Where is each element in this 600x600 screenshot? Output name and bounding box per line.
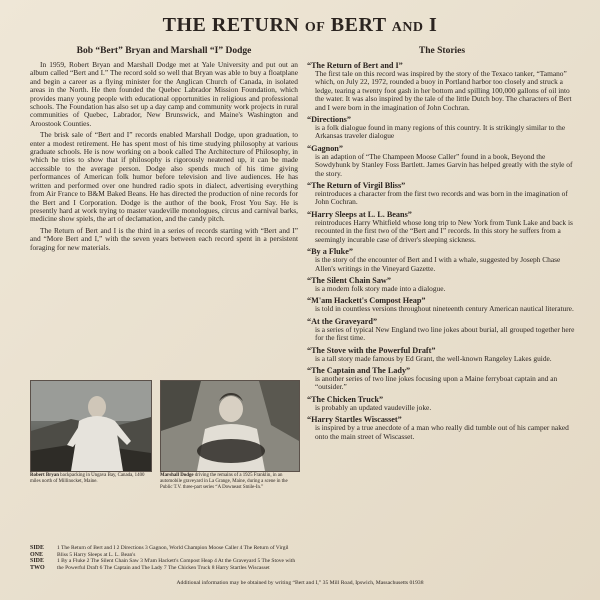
stories-column xyxy=(307,46,577,444)
story-item xyxy=(307,296,577,313)
side-one-tracks: 1 The Return of Bert and I 2 Directions 3 Gagnon, World Champion Moose Caller 4 The Return of Virgil Bliss 5 Harry Sleeps at L. L. Bean's xyxy=(57,545,289,558)
story-body: is an adaption of “The Champeen Moose Caller” found in a book, Beyond the Sowdyhunk by Stanley Foss Bartlett. James Garvin has helped greatly with the style of the story. xyxy=(315,151,573,178)
photo-dodge-image xyxy=(161,381,299,471)
story-title: “At the Graveyard” xyxy=(307,316,378,326)
story-item xyxy=(307,181,577,207)
story-item xyxy=(307,395,577,412)
side-one-row xyxy=(30,545,298,558)
story-item xyxy=(307,415,577,441)
story-title: “Gagnon” xyxy=(307,143,343,153)
caption-dodge-text: driving the remains of a 1925 Franklin, in an automobile graveyard in La Grange, Maine, during a scene in the Public T.V. three-part series “A Downeast Smile-In.” xyxy=(160,473,288,490)
story-body: is a modern folk story made into a dialogue. xyxy=(315,283,446,293)
page-title xyxy=(0,14,600,37)
story-body: reintroduces Harry Whitfield whose long trip to New York from Tunk Lake and back is recounted in the first two of the “Bert and I” records. In this story he suffers from a seemingly incurable case of driver's sleeping sickness. xyxy=(315,217,573,244)
story-body: is a series of typical New England two line jokes about burial, all grouped together here for the first time. xyxy=(315,324,575,343)
story-title: “The Return of Virgil Bliss” xyxy=(307,181,406,191)
story-title: “Harry Startles Wiscasset” xyxy=(307,415,402,425)
story-item xyxy=(307,61,577,112)
story-title: “The Silent Chain Saw” xyxy=(307,275,391,285)
story-body: is the story of the encounter of Bert and I with a whale, suggested by Joseph Chase Allen's writings in the Vineyard Gazette. xyxy=(315,255,561,273)
side-two-tracks: 1 By a Fluke 2 The Silent Chain Saw 3 M'am Hackett's Compost Heap 4 At the Graveyard 5 The Stove with the Powerful Draft 6 The Captain and The Lady 7 The Chicken Truck 8 Harry Startles Wiscasset xyxy=(57,558,296,571)
caption-bryan-text: backpacking in Ungava Bay, Canada, 1400 miles north of Millinocket, Maine. xyxy=(30,473,145,484)
story-title: “The Captain and The Lady” xyxy=(307,365,411,375)
story-item xyxy=(307,115,577,141)
story-title: “The Chicken Truck” xyxy=(307,394,384,404)
about-paragraph-2: The brisk sale of “Bert and I” records enabled Marshall Dodge, upon graduation, to enter a modest retirement. He has spent most of his time studying philosophy at various graduate schools. He is now working on a book called The Architecture of Philosophy, in which he tries to show that if philosophy is rigorously neatened up, it can be made accessible to the average person. Dodge also spends much of his time giving performances of American folk humor before television and live audiences. He has written and performed over one hundred radio spots in dialect, advertising everything from Air France to B&M Baked Beans. He has directed the production of nine records for the Bert and I Corporation. Dodge is the author of the book, Frost You Say. He is presently hard at work trying to master vaudeville monologues, circus and carnival barks, medicine show spiels, the art of declamation, and the candy pitch. xyxy=(30,130,298,224)
story-item xyxy=(307,210,577,244)
caption-bryan xyxy=(30,473,150,485)
title-main: THE RETURN xyxy=(162,14,300,36)
story-item xyxy=(307,144,577,178)
caption-dodge xyxy=(160,473,298,490)
story-title: “By a Fluke” xyxy=(307,247,353,257)
photo-marshall-dodge xyxy=(160,380,300,472)
story-body: is a folk dialogue found in many regions of this country. It is strikingly similar to the Arkansas traveler dialogue xyxy=(315,123,566,141)
story-body: is told in countless versions throughout nineteenth century American nautical literature. xyxy=(315,304,574,314)
story-body: reintroduces a character from the first two records and was born in the imagination of John Cochran. xyxy=(315,189,568,207)
about-column xyxy=(30,46,298,255)
caption-bryan-name: Robert Bryan xyxy=(30,473,59,478)
story-title: “Harry Sleeps at L. L. Beans” xyxy=(307,209,412,219)
story-body: is inspired by a true anecdote of a man who really did tumble out of his camper naked onto the main street of Wiscasset. xyxy=(315,423,569,441)
title-bert: BERT xyxy=(330,14,387,36)
story-body: is probably an updated vaudeville joke. xyxy=(315,402,432,412)
story-item xyxy=(307,317,577,343)
about-heading: Bob “Bert” Bryan and Marshall “I” Dodge xyxy=(76,46,252,56)
title-of: OF xyxy=(304,20,326,35)
story-body: is a tall story made famous by Ed Grant, the well-known Rangeley Lakes guide. xyxy=(315,353,552,363)
photo-robert-bryan xyxy=(30,380,152,472)
story-item xyxy=(307,247,577,273)
photo-bryan-image xyxy=(31,381,151,471)
side-two-row xyxy=(30,558,298,571)
title-i: I xyxy=(429,14,438,36)
story-body: The first tale on this record was inspired by the story of the Texaco tanker, “Tamano” which, on July 22, 1972, rounded a buoy in Portland harbor too closely and struck a ledge, tearing a twenty foot gash in her bottom and spilling 100,000 gallons of oil into the water. It was also inspired by the tale of the little Dutch boy. The characters of Bert and I were born in the imagination of John Cochran. xyxy=(315,69,572,112)
side-two-label: SIDE TWO xyxy=(30,558,45,571)
story-title: “The Return of Bert and I” xyxy=(307,61,403,70)
story-body: is another series of two line jokes focusing upon a Maine ferryboat captain and an “outsider.” xyxy=(315,373,558,392)
story-item xyxy=(307,366,577,392)
story-title: “M'am Hackett's Compost Heap” xyxy=(307,296,426,306)
footer-note: Additional information may be obtained by writing “Bert and I,” 35 Mill Road, Ipswich, Massachusetts 01938 xyxy=(176,580,424,586)
photo-section xyxy=(30,380,298,510)
title-and: AND xyxy=(391,20,424,35)
stories-heading: The Stories xyxy=(418,46,466,56)
story-title: “Directions” xyxy=(307,115,351,125)
track-listing xyxy=(30,545,298,571)
caption-dodge-name: Marshall Dodge xyxy=(160,473,194,478)
side-one-label: SIDE ONE xyxy=(30,545,45,558)
story-title: “The Stove with the Powerful Draft” xyxy=(307,345,436,355)
about-paragraph-1: In 1959, Robert Bryan and Marshall Dodge met at Yale University and put out an album called “Bert and I.” The record sold so well that Bryan was able to buy a floatplane and begin a career as a flying minister for the Anglican Church of Canada, in isolated areas in the North. He then founded the Quebec Labrador Mission Foundation, which provides many young people with educational opportunities in religious and professional schools. The Foundation has also set up a day camp and community work projects in rural communities of Quebec, Labrador, New Brunswick, and Maine's Washington and Aroostook Counties. xyxy=(30,60,298,128)
story-item xyxy=(307,276,577,293)
about-paragraph-3: The Return of Bert and I is the third in a series of records starting with “Bert and I” and “More Bert and I,” with the seven years between each record spent in a persistent foraging for new materials. xyxy=(30,225,298,252)
story-item xyxy=(307,346,577,363)
